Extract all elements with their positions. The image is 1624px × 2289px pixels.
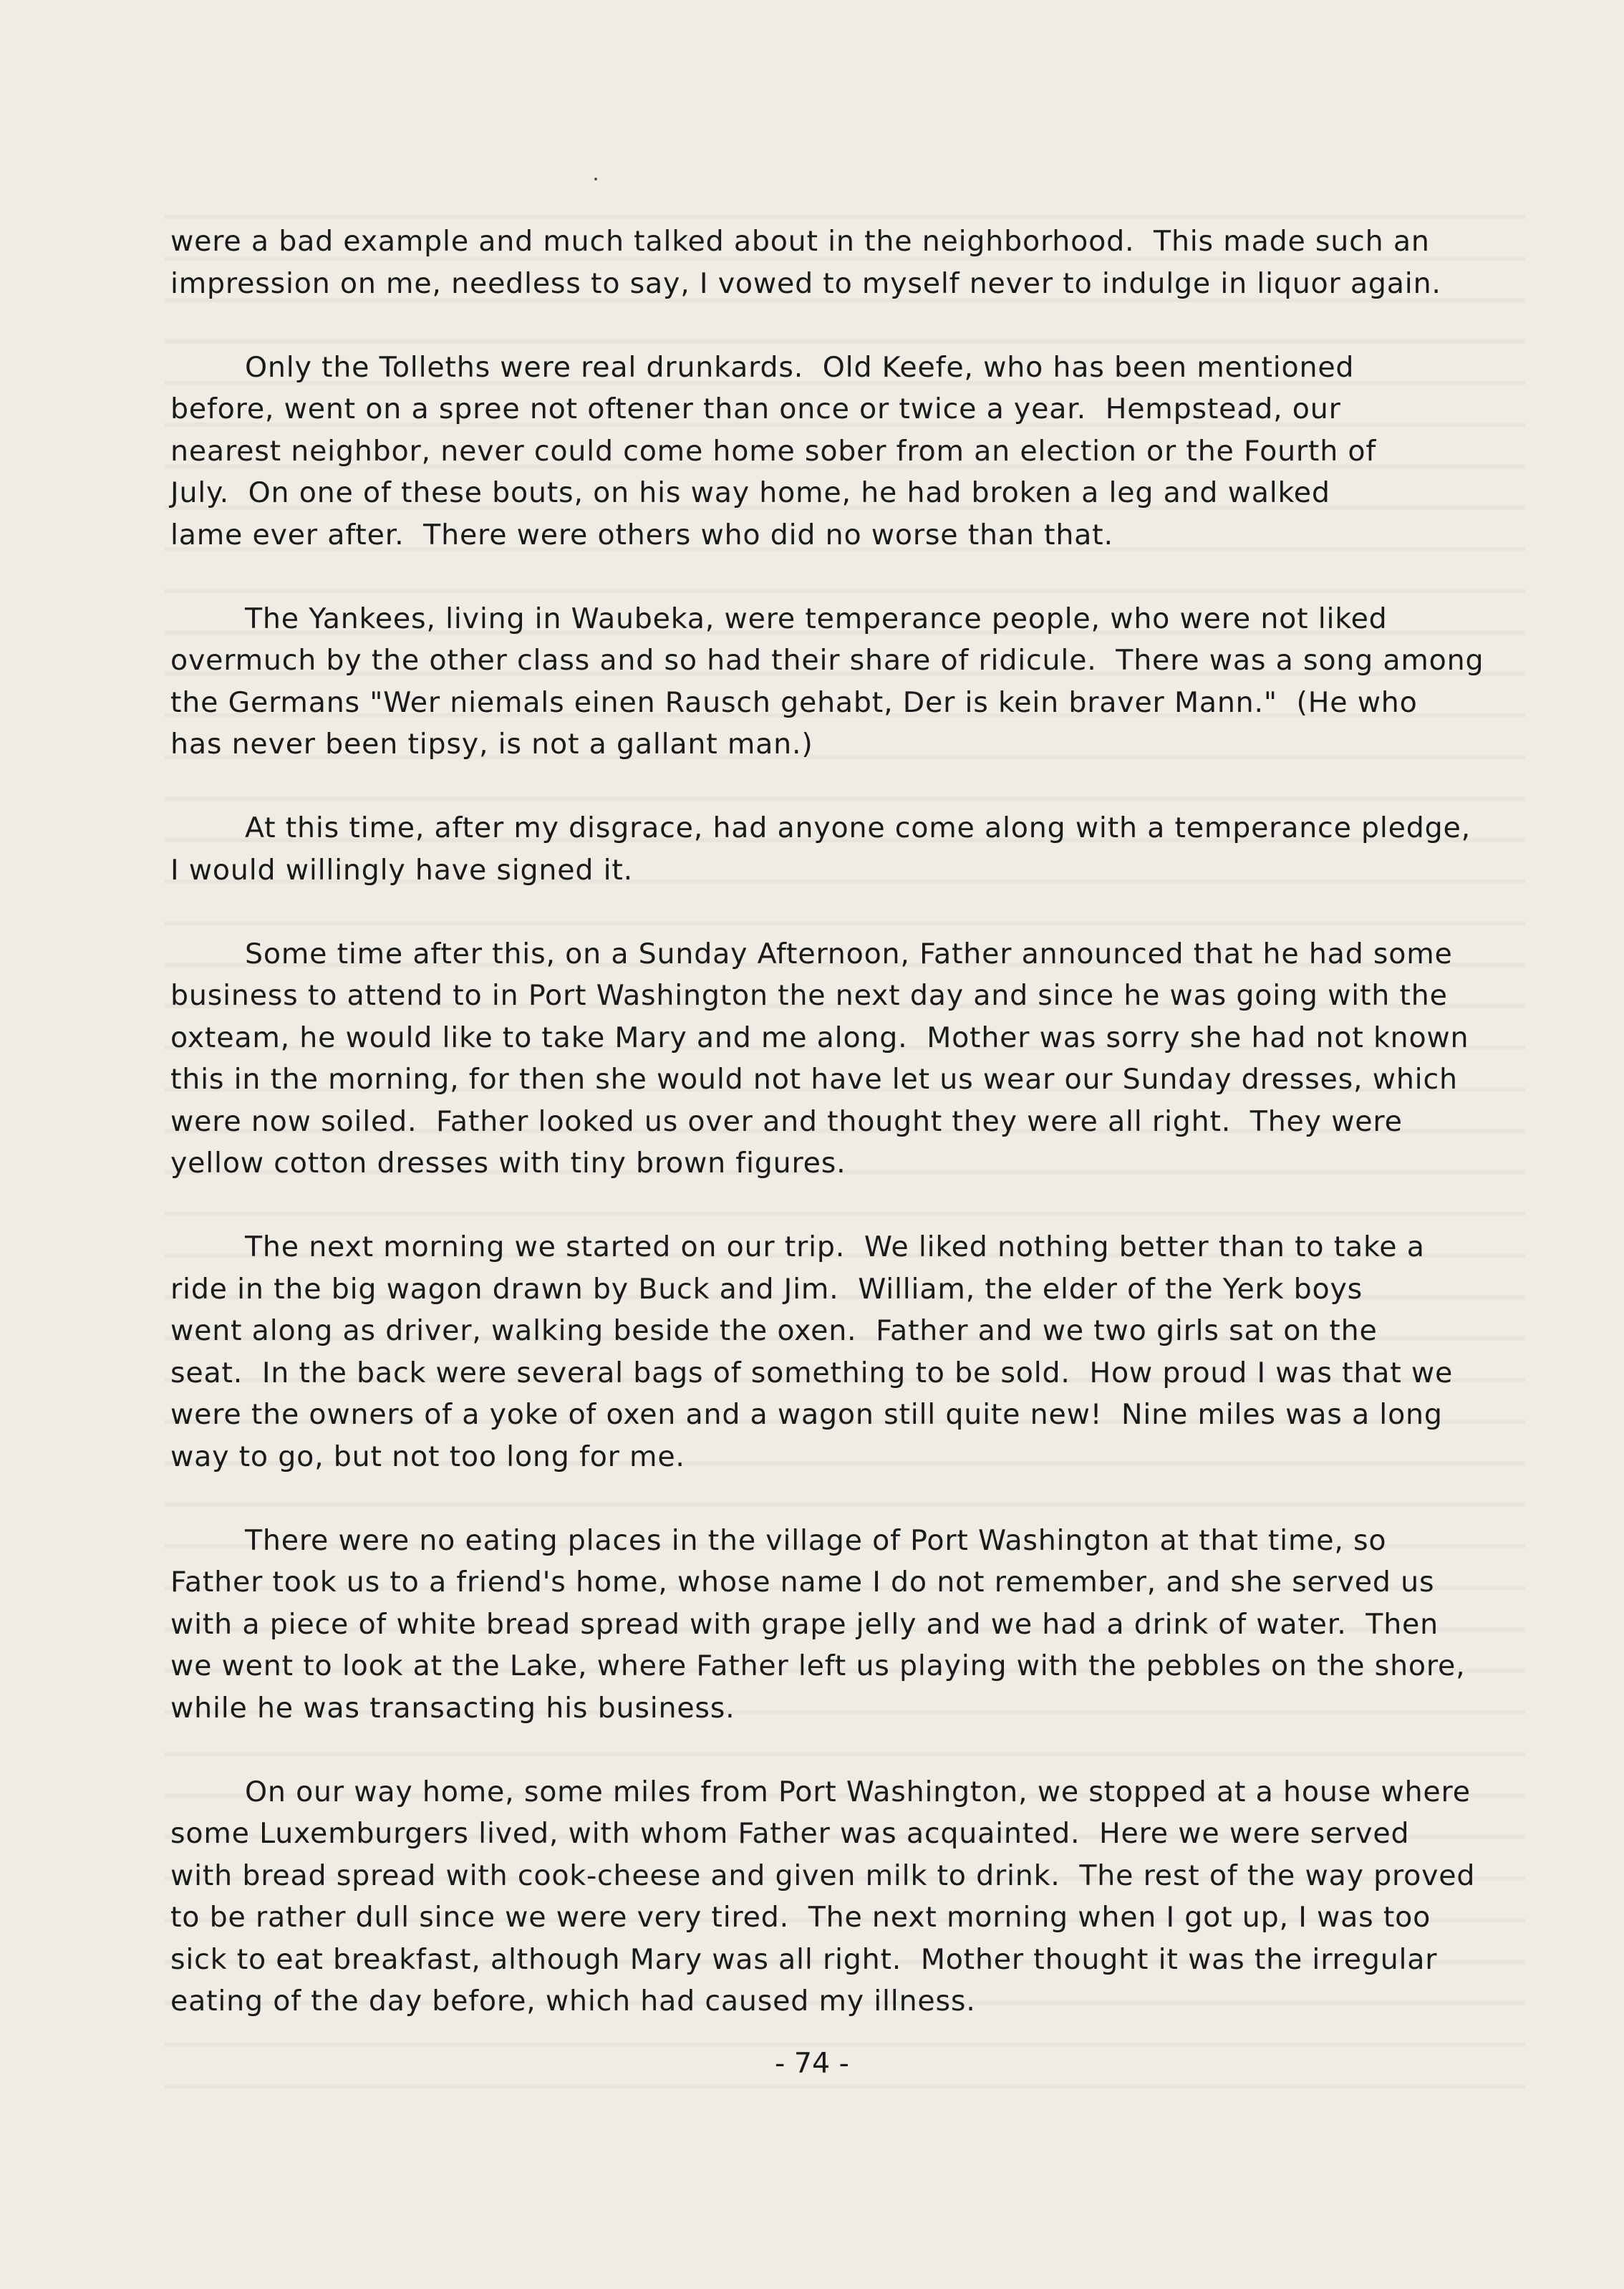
text-line: At this time, after my disgrace, had anyone come along with a temperance pledge, [245, 811, 1471, 844]
text-line: oxteam, he would like to take Mary and me along. Mother was sorry she had not known [170, 1021, 1469, 1054]
paragraph-gap [170, 556, 1567, 598]
text-line: to be rather dull since we were very tired. The next morning when I got up, I was too [170, 1901, 1431, 1934]
paragraph-gap [170, 891, 1567, 933]
text-line: The next morning we started on our trip. We liked nothing better than to take a [245, 1230, 1425, 1263]
text-line: some Luxemburgers lived, with whom Father was acquainted. Here we were served [170, 1817, 1410, 1850]
text-line: has never been tipsy, is not a gallant man.) [170, 728, 813, 761]
text-line: were the owners of a yoke of oxen and a wagon still quite new! Nine miles was a long [170, 1398, 1443, 1431]
text-line: were a bad example and much talked about in the neighborhood. This made such an [170, 225, 1430, 258]
text-line: we went to look at the Lake, where Father left us playing with the pebbles on the shore, [170, 1649, 1466, 1682]
paragraph [170, 221, 1567, 304]
paragraph [170, 807, 1567, 891]
text-line: ride in the big wagon drawn by Buck and Jim. William, the elder of the Yerk boys [170, 1272, 1363, 1306]
text-line: nearest neighbor, never could come home sober from an election or the Fourth of [170, 434, 1377, 468]
paragraph [170, 933, 1567, 1185]
text-line: business to attend to in Port Washington the next day and since he was going with the [170, 979, 1448, 1012]
text-line: went along as driver, walking beside the oxen. Father and we two girls sat on the [170, 1314, 1378, 1347]
text-line: seat. In the back were several bags of something to be sold. How proud I was that we [170, 1356, 1454, 1389]
paragraph-gap [170, 1729, 1567, 1771]
text-line: July. On one of these bouts, on his way home, he had broken a leg and walked [170, 476, 1330, 509]
text-line: Only the Tolleths were real drunkards. Old Keefe, who has been mentioned [245, 350, 1355, 384]
text-line: yellow cotton dresses with tiny brown figures. [170, 1147, 846, 1180]
text-line: way to go, but not too long for me. [170, 1440, 685, 1473]
paragraph-gap [170, 1185, 1567, 1227]
paragraph [170, 598, 1567, 766]
text-line: eating of the day before, which had caused my illness. [170, 1985, 976, 2018]
paragraph-gap [170, 304, 1567, 347]
paragraph [170, 1520, 1567, 1730]
text-line: Some time after this, on a Sunday Afternoon, Father announced that he had some [245, 937, 1453, 970]
text-line: overmuch by the other class and so had their share of ridicule. There was a song among [170, 644, 1484, 677]
text-line: There were no eating places in the village of Port Washington at that time, so [245, 1523, 1387, 1557]
paper-speck [594, 178, 597, 180]
text-line: while he was transacting his business. [170, 1691, 735, 1725]
text-line: with a piece of white bread spread with grape jelly and we had a drink of water. Then [170, 1607, 1439, 1641]
text-line: this in the morning, for then she would not have let us wear our Sunday dresses, which [170, 1063, 1458, 1096]
paragraph-gap [170, 1478, 1567, 1520]
text-line: impression on me, needless to say, I vowed to myself never to indulge in liquor again. [170, 266, 1441, 300]
text-line: Father took us to a friend's home, whose name I do not remember, and she served us [170, 1566, 1435, 1599]
text-line: I would willingly have signed it. [170, 853, 634, 887]
paragraph [170, 1771, 1567, 2023]
paragraph-gap [170, 766, 1567, 808]
text-line: before, went on a spree not oftener than once or twice a year. Hempstead, our [170, 392, 1341, 425]
text-line: the Germans "Wer niemals einen Rausch gehabt, Der is kein braver Mann." (He who [170, 685, 1418, 719]
text-line: lame ever after. There were others who did no worse than that. [170, 518, 1113, 551]
text-line: On our way home, some miles from Port Washington, we stopped at a house where [245, 1775, 1471, 1808]
paragraph [170, 1226, 1567, 1478]
text-line: were now soiled. Father looked us over and thought they were all right. They were [170, 1104, 1403, 1138]
page-number: - 74 - [775, 2047, 849, 2080]
text-line: The Yankees, living in Waubeka, were temperance people, who were not liked [245, 602, 1388, 635]
page-body-text [170, 221, 1567, 2023]
text-line: sick to eat breakfast, although Mary was all right. Mother thought it was the irregular [170, 1942, 1438, 1976]
text-line: with bread spread with cook-cheese and given milk to drink. The rest of the way proved [170, 1859, 1476, 1892]
paragraph [170, 347, 1567, 556]
